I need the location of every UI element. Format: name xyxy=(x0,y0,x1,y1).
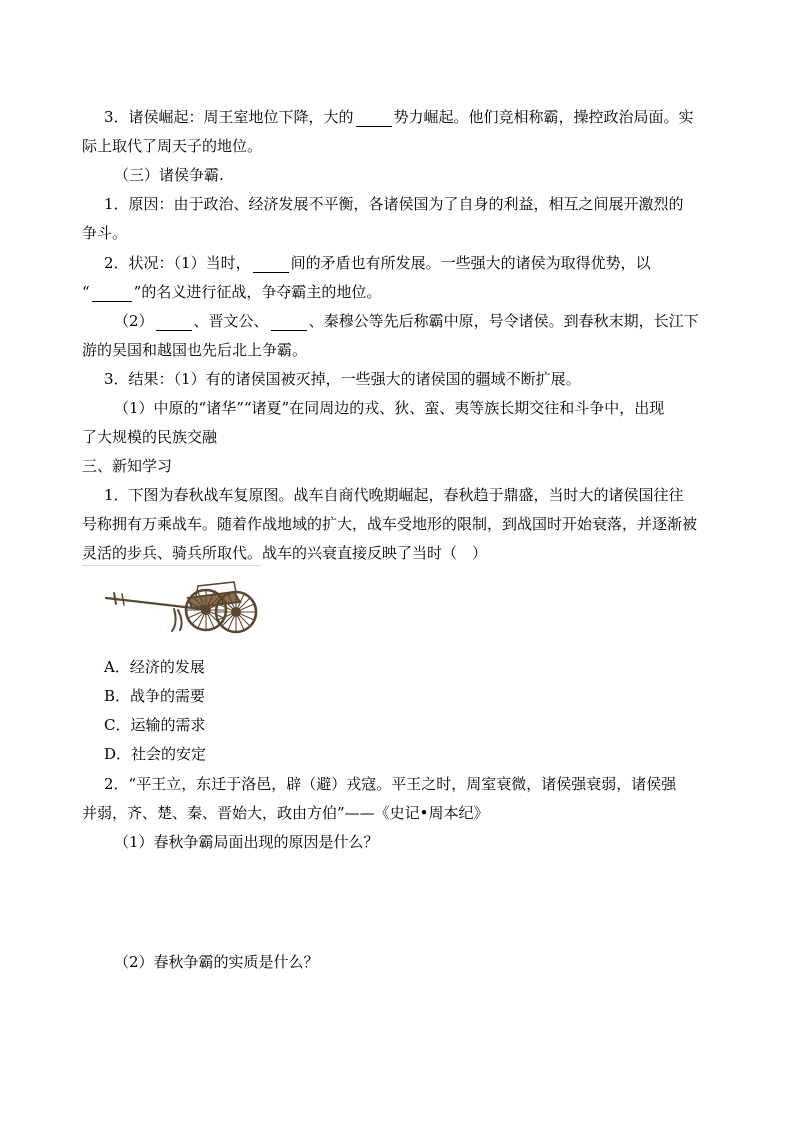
status-line2: “ ”的名义进行征战，争夺霸主的地位。 xyxy=(82,283,382,301)
q2-subquestion-1: （1）春秋争霸局面出现的原因是什么？ xyxy=(114,833,379,851)
cause-line1: 1．原因：由于政治、经济发展不平衡，各诸侯国为了自身的利益，相互之间展开激烈的 xyxy=(104,195,684,213)
q2-subquestion-2: （2）春秋争霸的实质是什么？ xyxy=(114,953,319,971)
result2-line2: 了大规模的民族交融 xyxy=(82,428,218,446)
answer-blank[interactable] xyxy=(253,256,289,273)
option-d[interactable]: D．社会的安定 xyxy=(104,745,207,763)
answer-blank[interactable] xyxy=(356,110,392,127)
section-heading: 三、新知学习 xyxy=(82,457,173,475)
subsection-title: （三）诸侯争霸. xyxy=(114,166,224,184)
item3-line2: 际上取代了周天子的地位。 xyxy=(82,137,263,155)
status2-line1: （2） 、晋文公、 、秦穆公等先后称霸中原，号令诸侯。到春秋末期，长江下 xyxy=(114,312,699,330)
status-line1: 2．状况：（1）当时， 间的矛盾也有所发展。一些强大的诸侯为取得优势，以 xyxy=(104,254,651,272)
q2-line2: 并弱，齐、楚、秦、晋始大，政由方伯”——《史记•周本纪》 xyxy=(82,804,489,822)
q1-line1: 1．下图为春秋战车复原图。战车自商代晚期崛起，春秋趋于鼎盛，当时大的诸侯国往往 xyxy=(104,486,684,504)
item3-line1: 3．诸侯崛起：周王室地位下降，大的 势力崛起。他们竞相称霸，操控政治局面。实 xyxy=(104,108,694,126)
status2-line2: 游的吴国和越国也先后北上争霸。 xyxy=(82,341,308,359)
q2-line1: 2．“平王立，东迁于洛邑，辟（避）戎寇。平王之时，周室衰微，诸侯强衰弱，诸侯强 xyxy=(104,775,677,793)
result2-line1: （1）中原的“诸华”“诸夏”在同周边的戎、狄、蛮、夷等族长期交往和斗争中，出现 xyxy=(114,399,665,417)
answer-blank[interactable] xyxy=(156,314,192,331)
text-underline xyxy=(82,565,260,566)
option-c[interactable]: C．运输的需求 xyxy=(104,716,206,734)
result-line1: 3．结果：（1）有的诸侯国被灭掉，一些强大的诸侯国的疆域不断扩展。 xyxy=(104,370,581,388)
q1-line3: 灵活的步兵、骑兵所取代。战车的兴衰直接反映了当时（ ） xyxy=(82,544,488,562)
option-b[interactable]: B．战争的需要 xyxy=(104,687,206,705)
option-a[interactable]: A．经济的发展 xyxy=(104,658,205,676)
cause-line2: 争斗。 xyxy=(82,224,128,242)
answer-blank[interactable] xyxy=(92,285,132,302)
answer-blank[interactable] xyxy=(271,314,307,331)
war-chariot-image xyxy=(104,576,262,642)
q1-line2: 号称拥有万乘战车。随着作战地域的扩大，战车受地形的限制，到战国时开始衰落，并逐渐被 xyxy=(82,515,698,533)
